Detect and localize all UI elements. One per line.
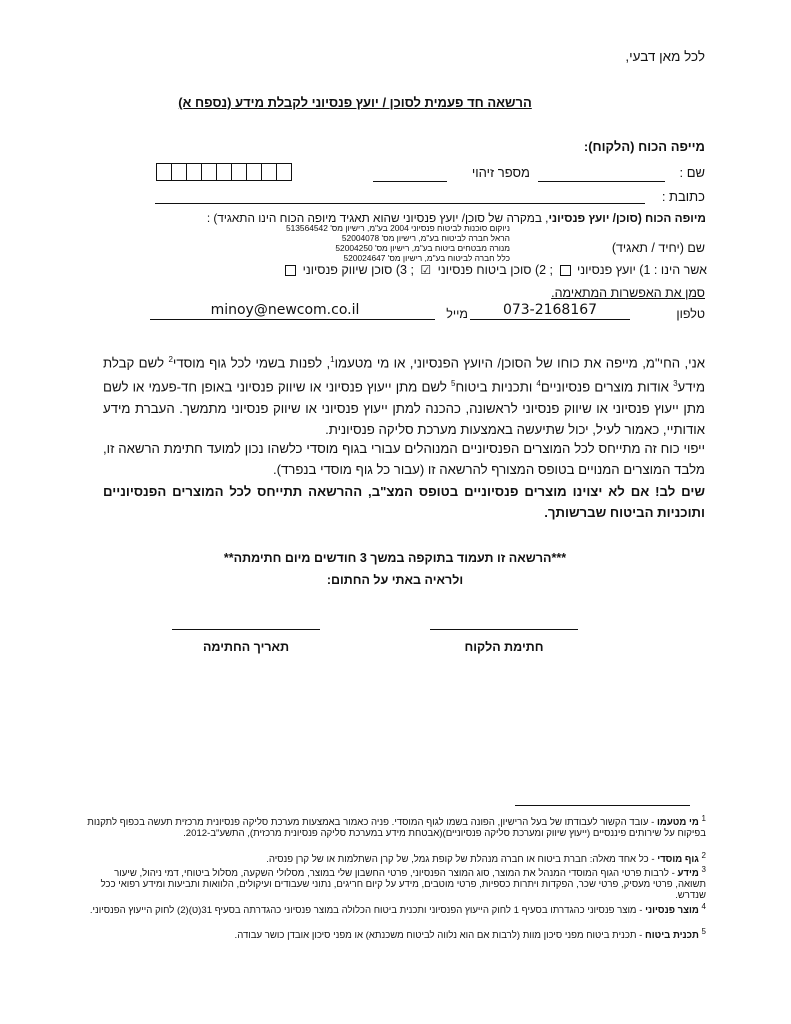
footnote-ref: 4 — [536, 379, 541, 389]
company-line: ניוקום סוכנות לביטוח פנסיוני 2004 בע"מ, רישיון מס' 513564542 — [285, 223, 510, 233]
company-line: הראל חברה לביטוח בע"מ, רישיון מס' 52004078 — [341, 233, 510, 243]
footnote: $^1$ מי מטעמו - עובד הקשור לעבודתו של בעל הרישיון, הפונה בשמו לגוף המוסדי. פניה כאמור באמצעות מערכת סליקה פנסיונית מרכזית תעשה בכפוף לתקנות בפיקוח על שירותים פיננסיים (ייעוץ שיווק ומערכת סליקה פנסיוניים)(אבטחת מידע במערכת סליקה פנסיונית מרכזית), התשע"ב-2012. — [87, 814, 706, 840]
agent-line-rest: , במקרה של סוכן/ יועץ פנסיוני שהוא תאגיד מיופה הכוח הינו התאגיד) : — [206, 211, 549, 225]
client-signature-label: חתימת הלקוח — [464, 640, 544, 654]
footnote: $^4$ מוצר פנסיוני - מוצר פנסיוני כהגדרתו בסעיף 1 לחוק הייעוץ הפנסיוני ותכנית ביטוח הכלולה במוצר פנסיוני כהגדרתה בסעיף 31(ט)(2) לחוק הייעוץ הפנסיוני. — [89, 902, 706, 917]
footnote: $^3$ מידע - לרבות פרטי הגוף המוסדי המנהל את המוצר, סוג המוצר הפנסיוני, פרטי החשבון שלי במוצר, מסלולי השקעה, מסלול ביטוחי, דמי ניהול, שיעור תשואה, פרטי מעסיק, פרטי שכר, הפקדות ויתרות כספיות, פרטי מוטבים, מידע על קיום חריגים, נתוני שעבודים ועיקולים, הלוואות ותביעות ומידע רפואי ככל שנדרש. — [100, 865, 706, 902]
agent-name-label: שם (יחיד / תאגיד) — [611, 241, 705, 255]
client-signature-line[interactable] — [430, 629, 578, 630]
companies-list — [245, 223, 510, 263]
company-line: מנורה מבטחים ביטוח בע"מ, רישיון מס' 52004250 — [335, 243, 510, 253]
signing-statement: ולראיה באתי על החתום: — [326, 573, 464, 587]
name-label: שם : — [679, 165, 705, 180]
footnote: $^5$ תכנית ביטוח - תכנית ביטוח מפני סיכון מוות (לרבות אם הוא נלווה לביטוח משכנתא) או מפני סיכון אובדן כושר עבודה. — [234, 927, 706, 942]
footnote-ref: 1 — [330, 355, 335, 364]
id-label: מספר זיהוי — [471, 165, 530, 180]
notice-paragraph: שים לב! אם לא יצוינו מוצרים פנסיוניים בטופס המצ"ב, ההרשאה תתייחס לכל המוצרים הפנסיוניים ותוכניות הביטוח שברשותך. — [103, 484, 705, 520]
address-label: כתובת : — [661, 189, 705, 204]
greeting: לכל מאן דבעי, — [625, 49, 705, 64]
id-underline — [373, 181, 447, 182]
mark-instruction: סמן את האפשרות המתאימה. — [551, 286, 705, 300]
email-label: מייל — [446, 307, 468, 321]
email-field[interactable]: minoy@newcom.co.il — [210, 302, 360, 318]
company-line: כלל חברה לביטוח בע"מ, רישיון מס' 520024647 — [343, 253, 510, 263]
signature-date-line[interactable] — [172, 629, 320, 630]
footnote-ref: 3 — [673, 379, 678, 389]
role-prefix: אשר הינו : — [653, 263, 707, 277]
id-number-boxes[interactable] — [157, 163, 292, 181]
client-heading: מייפה הכוח (הלקוח): — [583, 139, 705, 154]
phone-label: טלפון — [676, 307, 705, 321]
role-option-insurance-agent: 2) סוכן ביטוח פנסיוני — [437, 263, 547, 277]
insurance-agent-checkbox-checked[interactable]: ☑ — [420, 263, 432, 278]
agent-line-bold: מיופה הכוח (סוכן/ יועץ פנסיוני — [548, 211, 706, 225]
validity-notice: ***הרשאה זו תעמוד בתוקפה במשך 3 חודשים מיום חתימתה** — [223, 551, 567, 565]
phone-underline — [470, 319, 630, 320]
advisor-checkbox[interactable] — [560, 265, 571, 276]
footnote-separator — [515, 805, 690, 806]
role-options: אשר הינו : 1) יועץ פנסיוני ; 2) סוכן ביטוח פנסיוני ☑ ; 3) סוכן שיווק פנסיוני — [255, 263, 707, 277]
footnote-ref: 2 — [168, 355, 173, 364]
footnote-ref: 5 — [451, 379, 456, 389]
signature-date-label: תאריך החתימה — [202, 640, 290, 654]
phone-field[interactable]: 073-2168167 — [502, 302, 598, 318]
role-option-advisor: 1) יועץ פנסיוני — [576, 263, 651, 277]
role-option-marketing-agent: 3) סוכן שיווק פנסיוני — [302, 263, 407, 277]
footnote: $^2$ גוף מוסדי - כל אחד מאלה: חברת ביטוח או חברה מנהלת של קופת גמל, של קרן השתלמות או של קרן פנסיה. — [266, 851, 706, 866]
name-field[interactable] — [538, 181, 665, 182]
authorization-paragraph: אני, החי"מ, מייפה את כוחו של הסוכן/ היועץ הפנסיוני, או מי מטעמו$^1$, לפנות בשמי לכל גוף מוסדי$^2$ לשם קבלת מידע$^3$ אודות מוצרים פנסיוניים$^4$ ותכניות ביטוח$^5$ לשם מתן ייעוץ פנסיוני או שיווק פנסיוני באופן חד-פעמי או לשם מתן ייעוץ פנסיוני או שיווק פנסיוני לראשונה, כהכנה למתן ייעוץ פנסיוני או שיווק פנסיוני מתמשך. העברת מידע אודותיי, כאמור לעיל, יכול שתיעשה באמצעות מערכת סליקה פנסיונית. — [103, 355, 706, 437]
marketing-agent-checkbox[interactable] — [285, 265, 296, 276]
email-underline — [150, 319, 435, 320]
address-field[interactable] — [155, 203, 645, 204]
scope-paragraph: ייפוי כוח זה מתייחס לכל המוצרים הפנסיוניים המנוהלים עבורי בגוף מוסדי כלשהו נכון למועד חתימת הרשאה זו, מלבד המוצרים המנויים בטופס המצורף להרשאה זו (עבור כל גוף מוסדי בנפרד). — [103, 441, 705, 477]
page-title: הרשאה חד פעמית לסוכן / יועץ פנסיוני לקבלת מידע (נספח א) — [178, 95, 532, 110]
